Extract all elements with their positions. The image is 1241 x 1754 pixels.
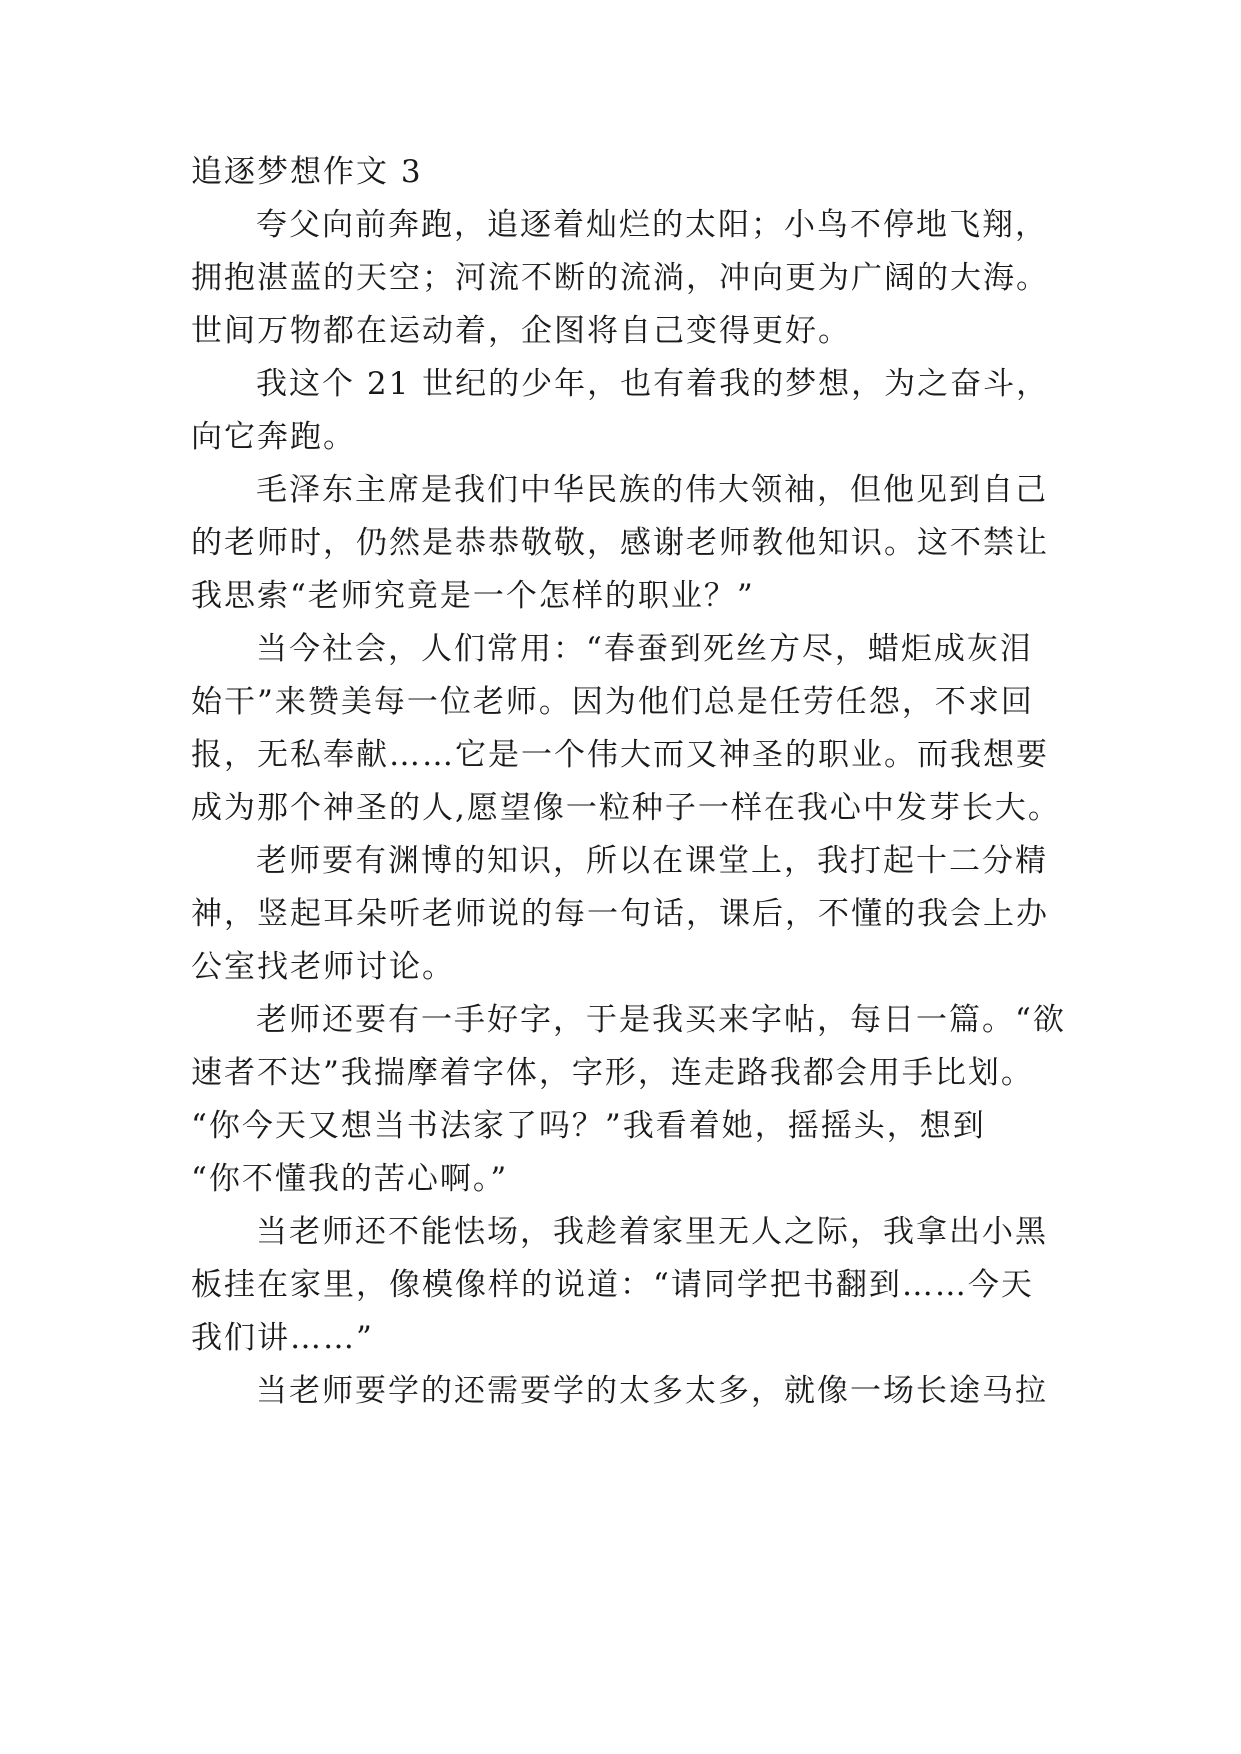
paragraph-line: 毛泽东主席是我们中华民族的伟大领袖，但他见到自己: [256, 472, 1048, 508]
paragraph-line: 成为那个神圣的人,愿望像一粒种子一样在我心中发芽长大。: [191, 790, 1061, 826]
paragraph-line: “你今天又想当书法家了吗？”我看着她，摇摇头，想到: [191, 1108, 986, 1144]
paragraph-line: 世间万物都在运动着，企图将自己变得更好。: [191, 313, 851, 349]
paragraph-line: “你不懂我的苦心啊。”: [191, 1161, 509, 1197]
paragraph-line: 我们讲……”: [191, 1320, 374, 1356]
paragraph-line: 速者不达”我揣摩着字体，字形，连走路我都会用手比划。: [191, 1055, 1034, 1091]
paragraph-line: 老师还要有一手好字，于是我买来字帖，每日一篇。“欲: [256, 1002, 1066, 1038]
paragraph-line: 的老师时，仍然是恭恭敬敬，感谢老师教他知识。这不禁让: [191, 525, 1049, 561]
document-title: 追逐梦想作文 3: [191, 154, 423, 190]
paragraph-line: 拥抱湛蓝的天空；河流不断的流淌，冲向更为广阔的大海。: [191, 260, 1049, 296]
paragraph-line: 当老师要学的还需要学的太多太多，就像一场长途马拉: [256, 1373, 1048, 1409]
paragraph-line: 公室找老师讨论。: [191, 949, 455, 985]
paragraph-line: 板挂在家里，像模像样的说道：“请同学把书翻到……今天: [191, 1267, 1034, 1303]
paragraph-line: 老师要有渊博的知识，所以在课堂上，我打起十二分精: [256, 843, 1048, 879]
paragraph-line: 当今社会，人们常用：“春蚕到死丝方尽，蜡炬成灰泪: [256, 631, 1033, 667]
paragraph-line: 我这个 21 世纪的少年，也有着我的梦想，为之奋斗，: [256, 366, 1050, 402]
paragraph-line: 我思索“老师究竟是一个怎样的职业？”: [191, 578, 755, 614]
paragraph-line: 神，竖起耳朵听老师说的每一句话，课后，不懂的我会上办: [191, 896, 1049, 932]
paragraph-line: 始干”来赞美每一位老师。因为他们总是任劳任怨，不求回: [191, 684, 1034, 720]
paragraph-line: 报，无私奉献……它是一个伟大而又神圣的职业。而我想要: [191, 737, 1049, 773]
paragraph-line: 向它奔跑。: [191, 419, 356, 455]
paragraph-line: 当老师还不能怯场，我趁着家里无人之际，我拿出小黑: [256, 1214, 1048, 1250]
paragraph-line: 夸父向前奔跑，追逐着灿烂的太阳；小鸟不停地飞翔，: [256, 207, 1048, 243]
